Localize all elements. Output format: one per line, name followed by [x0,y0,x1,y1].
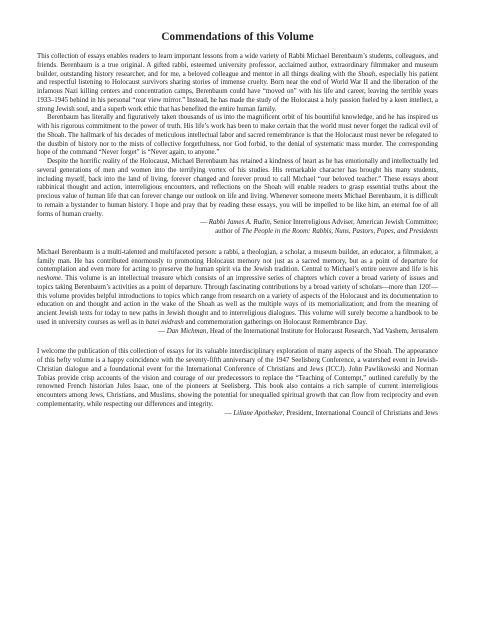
text-run: Berenbaum has literally and figuratively taken thousands of us into the magnificent orbit of his bountiful knowledge, and he has inspired us with his rigorous commitment to the power of truth. His life’s work has been to make certain that the world must never forget the radical evil of the Shoah. The hallmark of his decades of meticulous intellectual labor and sacred remembrance is that the Holocaust must never be relegated to the dustbin of history nor to the mists of collective forgetfulness, nor God forbid, to the denial of systematic mass murder. The corresponding hope of the command “Never forget” is “Never again, to anyone.” [37,114,438,157]
text-run: — [224,409,234,417]
text-run: Despite the horrific reality of the Holocaust, Michael Berenbaum has retained a kindness of heart as he has emotionally and intellectually led several generations of men and women into the terrifying vortex of his studies. His remarkable character has brought his many students, including myself, back into the land of living, forever changed and forever proud to call Michael “our beloved teacher.” These essays about rabbinical thought and action, interreligious encounters, and reflections on the Shoah will enable readers to grasp essential truths about the precious value of human life that can forever change our outlook on life and living. Whenever someone meets Michael Berenbaum, it is difficult to remain a bystander to human history. I hope and pray that by reading these essays, you will be impelled to be like him, an eternal foe of all forms of human cruelty. [37,158,438,218]
commendation-paragraph [37,114,438,158]
text-run: This collection of essays enables readers to learn important lessons from a wide variety of Rabbi Michael Berenbaum’s students, colleagues, and friends. Berenbaum is a true original. A gifted rabbi, esteemed university professor, acclaimed author, extraordinary filmmaker and museum builder, outstanding history researcher, and for me, a beloved colleague and mentor in all things dealing with the [37,53,438,78]
commendation-paragraph [37,158,438,219]
italic-text: batei midrash [145,318,184,326]
italic-text: Dan Michman [166,327,207,335]
italic-text: Liliane Apotheker [233,409,283,417]
commendation-block [37,249,438,337]
attribution-line [37,219,438,228]
text-run: , Senior Interreligious Adviser, American Jewish Committee; [269,219,438,227]
italic-text: Shoah [358,70,376,78]
commendation-paragraph [37,53,438,114]
text-run: , President, International Council of Christians and Jews [282,409,438,417]
commendation-block [37,53,438,237]
commendation-paragraph [37,348,438,409]
italic-text: Rabbi James A. Rudin [208,219,270,227]
page-title: Commendations of this Volume [161,31,314,43]
commendation-paragraph [37,249,438,328]
text-run: . This volume is an intellectual treasure which consists of an impressive series of chapters which cover a broad variety of issues and topics taking Berenbaum’s activities as a point of departure. Through fascinating contributions by a broad variety of scholars—more than 120!—this volume provides helpful introductions to topics which range from research on a variety of aspects of the Holocaust and its documentation to education on and thought and action in the wake of the Shoah as well as the multiple ways of its memorialization; and from the meaning of ancient Jewish texts for today to new paths in Jewish thought and to interreligious dialogues. This volume will surely become a handbook to be used in university courses as well as in [37,275,438,326]
italic-text: neshome [37,275,62,282]
text-run: — [200,219,209,227]
commendation-block [37,348,438,418]
attribution-line [37,328,438,337]
text-run: — [158,327,167,335]
block-separator [37,336,438,348]
italic-text: The People in the Room: Rabbis, Nuns, Pastors, Popes, and Presidents [241,228,438,235]
commendations-body [37,53,438,418]
text-run: , Head of the International Institute for Holocaust Research, Yad Vashem, Jerusalem [206,327,438,335]
text-run: , especially his patient and respectful listening to Holocaust survivors sharing stories of immense cruelty. Born near the end of World War II and the liberation of the infamous Nazi killing centers and concentration camps, Berenbaum could have “moved on” with his life and career, leaving the terrible years 1933–1945 behind in his personal “rear view mirror.” Instead, he has made the study of the Holocaust a holy passion fueled by a keen intellect, a strong Jewish soul, and a superb work ethic that has benefited the entire human family. [37,70,438,113]
text-run: and commemoration gatherings on Holocaust Remembrance Day. [183,318,368,326]
attribution-line [37,228,438,237]
attribution-line [37,410,438,419]
text-run: author of [215,228,242,235]
block-separator [37,237,438,249]
text-run: Michael Berenbaum is a multi-talented and multifaceted person: a rabbi, a theologian, a scholar, a museum builder, an educator, a filmmaker, a family man. He has contributed enormously to promoting Holocaust memory not just as a sacred memory, but as a point of departure for contemplation and even more for acting to preserve the human spirit via the Jewish tradition. Central to Michael’s entire oeuvre and life is his [37,248,438,274]
text-run: I welcome the publication of this collection of essays for its valuable interdisciplinary exploration of many aspects of the Shoah. The appearance of this hefty volume is a happy coincidence with the seventy-fifth anniversary of the 1947 Seelisberg Conference, a watershed event in Jewish-Christian dialogue and a foundational event for the International Conference of Christians and Jews (ICCJ). John Pawlikowski and Norman Tobias provide crisp accounts of the vision and courage of our predecessors to replace the “Teaching of Contempt,” outlined carefully by the renowned French historian Jules Isaac, one of the pioneers at Seelisberg. This book also contains a rich sample of current interreligious encounters among Jews, Christians, and Muslims, showing the potential for unequalled spiritual growth that can flow from reciprocity and even complementarity, while respecting our differences and integrity. [37,348,438,408]
